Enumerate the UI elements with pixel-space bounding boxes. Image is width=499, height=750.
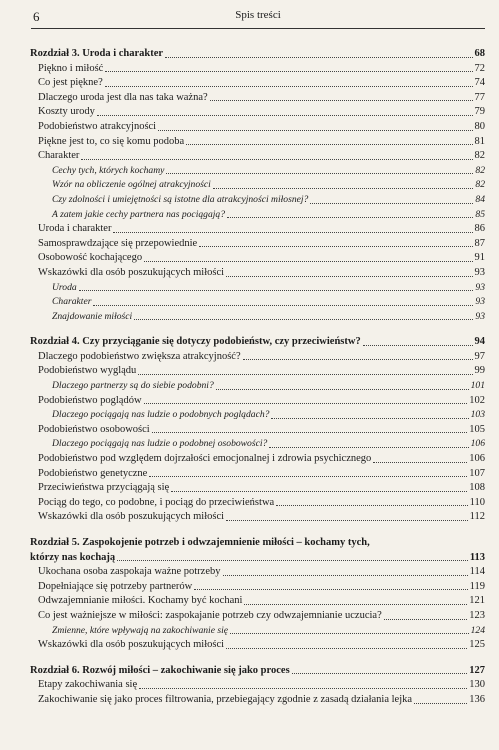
toc-entry-title: Ukochana osoba zaspokaja ważne potrzeby bbox=[38, 566, 221, 578]
chapter-section bbox=[30, 664, 485, 708]
toc-entry bbox=[30, 638, 485, 653]
dot-leader bbox=[149, 476, 467, 477]
toc-entry-page: 107 bbox=[469, 467, 485, 479]
toc-entry bbox=[30, 222, 485, 237]
chapter-heading-page: 68 bbox=[474, 48, 485, 59]
dot-leader bbox=[139, 688, 467, 689]
toc-entry-title: Co jest piękne? bbox=[38, 77, 103, 89]
toc-subentry-page: 103 bbox=[470, 409, 485, 421]
toc-entry bbox=[30, 364, 485, 379]
chapter-heading-page: 94 bbox=[474, 336, 485, 348]
chapter-heading-title: Rozdział 6. Rozwój miłości – zakochiwanie się jako proces bbox=[30, 664, 290, 676]
toc-entry-title: Podobieństwo wyglądu bbox=[38, 365, 137, 377]
dot-leader bbox=[166, 173, 473, 174]
toc-subentry-title: Cechy tych, których kochamy bbox=[52, 164, 165, 176]
dot-leader bbox=[186, 144, 472, 145]
dot-leader bbox=[144, 403, 468, 404]
toc-entry-title: Dlaczego podobieństwo zwiększa atrakcyjność? bbox=[38, 350, 241, 362]
toc-subentry-page: 85 bbox=[475, 208, 485, 220]
toc-subentry-title: Dlaczego pociągają nas ludzie o podobnej osobowości? bbox=[52, 438, 268, 450]
dot-leader bbox=[105, 86, 473, 87]
toc-entry-title: Wskazówki dla osób poszukujących miłości bbox=[38, 266, 225, 278]
dot-leader bbox=[243, 359, 473, 360]
chapter-section bbox=[30, 335, 485, 525]
toc-entry bbox=[30, 678, 485, 693]
toc-subentry bbox=[30, 281, 485, 296]
dot-leader bbox=[194, 589, 467, 590]
toc-entry-page: 93 bbox=[474, 266, 485, 278]
dot-leader bbox=[138, 374, 472, 375]
toc-entry-page: 106 bbox=[469, 453, 485, 465]
running-title: Spis treści bbox=[235, 9, 281, 21]
toc-subentry bbox=[30, 208, 485, 223]
dot-leader bbox=[165, 57, 472, 58]
toc-entry-page: 74 bbox=[474, 77, 485, 89]
toc-entry-title: Podobieństwo osobowości bbox=[38, 423, 150, 435]
toc-subentry-title: Dlaczego partnerzy są do siebie podobni? bbox=[52, 380, 214, 392]
chapter-heading bbox=[30, 664, 485, 679]
chapter-heading-page: 113 bbox=[469, 551, 485, 563]
toc-entry-page: 91 bbox=[474, 252, 485, 264]
dot-leader bbox=[79, 290, 474, 291]
toc-entry bbox=[30, 565, 485, 580]
toc-subentry-page: 82 bbox=[475, 164, 485, 176]
toc-entry-page: 130 bbox=[469, 679, 485, 691]
toc-entry bbox=[30, 76, 485, 91]
toc-subentry-title: A zatem jakie cechy partnera nas pociągają? bbox=[52, 208, 226, 220]
toc-entry-page: 112 bbox=[469, 511, 485, 523]
dot-leader bbox=[117, 560, 468, 561]
page-number: 6 bbox=[33, 9, 40, 24]
toc-entry bbox=[30, 481, 485, 496]
dot-leader bbox=[269, 447, 468, 448]
dot-leader bbox=[226, 520, 468, 521]
toc-entry-title: Piękno i miłość bbox=[38, 62, 104, 74]
toc-subentry bbox=[30, 193, 485, 208]
toc-entry bbox=[30, 105, 485, 120]
toc-entry bbox=[30, 91, 485, 106]
dot-leader bbox=[113, 232, 472, 233]
toc-entry-page: 72 bbox=[474, 62, 485, 74]
toc-subentry bbox=[30, 178, 485, 193]
dot-leader bbox=[244, 604, 467, 605]
toc-entry bbox=[30, 423, 485, 438]
toc-subentry-page: 124 bbox=[470, 624, 485, 636]
dot-leader bbox=[158, 130, 472, 131]
toc-entry bbox=[30, 62, 485, 77]
dot-leader bbox=[152, 432, 468, 433]
toc-entry bbox=[30, 350, 485, 365]
chapter-heading-page: 127 bbox=[469, 664, 485, 676]
toc-subentry bbox=[30, 164, 485, 179]
toc-subentry-title: Uroda bbox=[52, 281, 77, 293]
toc-entry bbox=[30, 594, 485, 609]
toc-entry bbox=[30, 467, 485, 482]
dot-leader bbox=[210, 100, 473, 101]
toc-entry bbox=[30, 693, 485, 708]
toc-entry-title: Wskazówki dla osób poszukujących miłości bbox=[38, 511, 225, 523]
toc-entry-page: 119 bbox=[469, 580, 485, 592]
toc-entry-page: 125 bbox=[469, 639, 485, 651]
toc-entry-title: Przeciwieństwa przyciągają się bbox=[38, 482, 170, 494]
toc-subentry-page: 93 bbox=[475, 281, 485, 293]
chapter-title: Rozdział 5. Zaspokojenie potrzeb i odwzajemnienie miłości – kochamy tych, bbox=[30, 537, 370, 548]
toc-entry bbox=[30, 149, 485, 164]
toc-entry-page: 86 bbox=[474, 223, 485, 235]
toc-subentry-page: 93 bbox=[475, 310, 485, 322]
dot-leader bbox=[134, 319, 473, 320]
toc-entry-title: Samosprawdzające się przepowiednie bbox=[38, 237, 198, 249]
dot-leader bbox=[230, 633, 469, 634]
toc-entry-title: Podobieństwo genetyczne bbox=[38, 467, 148, 479]
toc-entry-title: Dlaczego uroda jest dla nas taka ważna? bbox=[38, 91, 208, 103]
toc-entry-page: 87 bbox=[474, 237, 485, 249]
toc-subentry-page: 84 bbox=[475, 193, 485, 205]
toc-entry bbox=[30, 135, 485, 150]
chapter-heading-title: którzy nas kochają bbox=[30, 551, 116, 563]
dot-leader bbox=[213, 188, 474, 189]
chapter-section bbox=[30, 47, 485, 324]
toc-subentry bbox=[30, 295, 485, 310]
toc-entry-title: Odwzajemnianie miłości. Kochamy być kochani bbox=[38, 595, 243, 607]
toc-subentry-title: Wzór na obliczenie ogólnej atrakcyjności bbox=[52, 179, 211, 191]
toc-entry-title: Charakter bbox=[38, 150, 80, 162]
toc-subentry bbox=[30, 310, 485, 325]
toc-entry-title: Dopełniające się potrzeby partnerów bbox=[38, 580, 193, 592]
dot-leader bbox=[144, 261, 472, 262]
toc-subentry-title: Znajdowanie miłości bbox=[52, 310, 133, 322]
dot-leader bbox=[199, 246, 472, 247]
toc-entry-title: Koszty urody bbox=[38, 106, 95, 118]
dot-leader bbox=[271, 418, 468, 419]
dot-leader bbox=[384, 619, 468, 620]
toc-entry-title: Co jest ważniejsze w miłości: zaspokajanie potrzeb czy odwzajemnianie uczucia? bbox=[38, 609, 382, 621]
toc-entry-title: Zakochiwanie się jako proces filtrowania, przebiegający zgodnie z zasadą działania lejka bbox=[38, 693, 413, 705]
toc-entry bbox=[30, 580, 485, 595]
toc-entry-page: 77 bbox=[474, 91, 485, 103]
dot-leader bbox=[414, 703, 467, 704]
toc-subentry bbox=[30, 437, 485, 452]
toc-entry-page: 81 bbox=[474, 135, 485, 147]
toc-entry bbox=[30, 609, 485, 624]
dot-leader bbox=[373, 462, 467, 463]
dot-leader bbox=[227, 217, 473, 218]
dot-leader bbox=[276, 505, 467, 506]
toc-entry-page: 105 bbox=[469, 423, 485, 435]
toc-entry-title: Podobieństwo pod względem dojrzałości emocjonalnej i zdrowia psychicznego bbox=[38, 453, 372, 465]
toc-entry-page: 99 bbox=[474, 365, 485, 377]
toc-subentry-title: Czy zdolności i umiejętności są istotne dla atrakcyjności miłosnej? bbox=[52, 193, 309, 205]
toc-subentry-title: Charakter bbox=[52, 296, 92, 308]
dot-leader bbox=[226, 648, 467, 649]
dot-leader bbox=[105, 71, 472, 72]
toc-entry-page: 108 bbox=[469, 482, 485, 494]
toc-entry-page: 136 bbox=[469, 693, 485, 705]
toc-subentry-page: 101 bbox=[470, 380, 485, 392]
toc-entry-page: 121 bbox=[469, 595, 485, 607]
chapter-heading bbox=[30, 47, 485, 62]
toc-entry bbox=[30, 237, 485, 252]
dot-leader bbox=[292, 673, 468, 674]
toc-subentry-title: Dlaczego pociągają nas ludzie o podobnych poglądach? bbox=[52, 409, 270, 421]
dot-leader bbox=[363, 345, 473, 346]
chapter-heading bbox=[30, 335, 485, 350]
toc-entry-page: 114 bbox=[469, 566, 485, 578]
toc-entry bbox=[30, 120, 485, 135]
toc-subentry bbox=[30, 379, 485, 394]
chapter-heading bbox=[30, 551, 485, 566]
toc-entry-title: Uroda i charakter bbox=[38, 223, 112, 235]
toc-entry-page: 123 bbox=[469, 609, 485, 621]
toc-subentry-page: 82 bbox=[475, 179, 485, 191]
table-of-contents bbox=[30, 47, 485, 719]
toc-entry bbox=[30, 510, 485, 525]
toc-entry bbox=[30, 452, 485, 467]
toc-entry-title: Osobowość kochającego bbox=[38, 252, 143, 264]
dot-leader bbox=[226, 276, 472, 277]
toc-entry-title: Podobieństwo poglądów bbox=[38, 394, 142, 406]
toc-subentry-page: 93 bbox=[475, 296, 485, 308]
dot-leader bbox=[171, 491, 467, 492]
toc-entry-page: 79 bbox=[474, 106, 485, 118]
toc-subentry-title: Zmienne, które wpływają na zakochiwanie się bbox=[52, 624, 229, 636]
dot-leader bbox=[93, 305, 473, 306]
toc-entry-page: 102 bbox=[469, 394, 485, 406]
dot-leader bbox=[216, 389, 469, 390]
page-header bbox=[31, 0, 485, 29]
toc-entry-title: Etapy zakochiwania się bbox=[38, 679, 138, 691]
toc-entry-title: Wskazówki dla osób poszukujących miłości bbox=[38, 639, 225, 651]
toc-entry bbox=[30, 496, 485, 511]
toc-entry bbox=[30, 394, 485, 409]
toc-entry-page: 80 bbox=[474, 120, 485, 132]
toc-entry-title: Podobieństwo atrakcyjności bbox=[38, 120, 157, 132]
toc-entry-page: 82 bbox=[474, 150, 485, 162]
toc-subentry bbox=[30, 408, 485, 423]
toc-subentry-page: 106 bbox=[470, 438, 485, 450]
toc-subentry bbox=[30, 624, 485, 639]
chapter-heading-title: Rozdział 4. Czy przyciąganie się dotyczy podobieństw, czy przeciwieństw? bbox=[30, 336, 361, 348]
dot-leader bbox=[310, 203, 473, 204]
toc-entry-page: 110 bbox=[469, 496, 485, 508]
toc-entry bbox=[30, 251, 485, 266]
dot-leader bbox=[81, 159, 472, 160]
toc-entry-title: Piękne jest to, co się komu podoba bbox=[38, 135, 185, 147]
dot-leader bbox=[223, 575, 468, 576]
chapter-heading-title: Rozdział 3. Uroda i charakter bbox=[30, 48, 164, 59]
chapter-section bbox=[30, 536, 485, 653]
toc-entry-page: 97 bbox=[474, 350, 485, 362]
dot-leader bbox=[97, 115, 473, 116]
toc-entry-title: Pociąg do tego, co podobne, i pociąg do przeciwieństwa bbox=[38, 496, 275, 508]
toc-entry bbox=[30, 266, 485, 281]
